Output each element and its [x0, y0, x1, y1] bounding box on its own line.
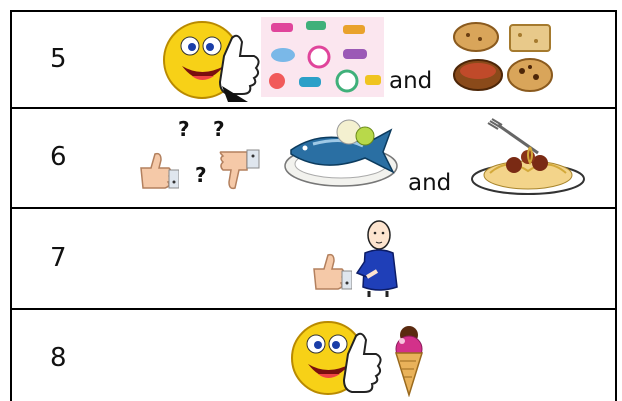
worksheet-table — [10, 10, 617, 401]
cookies-icon — [452, 19, 556, 97]
row-number: 5 — [50, 44, 67, 74]
thumb-down-icon — [217, 148, 265, 192]
connector-word: and — [408, 170, 452, 196]
table-border-right — [615, 10, 617, 401]
thumb-up-icon — [135, 150, 179, 190]
smiley-thumbs-up-icon — [290, 316, 384, 398]
question-mark: ? — [195, 163, 207, 187]
candies-icon — [261, 17, 384, 97]
connector-word: and — [389, 68, 433, 94]
row-number: 7 — [50, 243, 67, 273]
man-pointing-at-self-icon — [355, 217, 403, 299]
table-border-top — [10, 10, 617, 12]
row-divider — [10, 308, 617, 310]
spaghetti-icon — [468, 117, 588, 197]
thumb-up-icon — [308, 251, 352, 291]
ice-cream-icon — [390, 323, 428, 397]
question-mark: ? — [178, 117, 190, 141]
row-number: 6 — [50, 142, 67, 172]
row-divider — [10, 207, 617, 209]
smiley-thumbs-up-icon — [162, 16, 266, 102]
table-border-left — [10, 10, 12, 401]
question-mark: ? — [213, 117, 225, 141]
fish-icon — [283, 114, 405, 190]
row-divider — [10, 107, 617, 109]
row-number: 8 — [50, 343, 67, 373]
